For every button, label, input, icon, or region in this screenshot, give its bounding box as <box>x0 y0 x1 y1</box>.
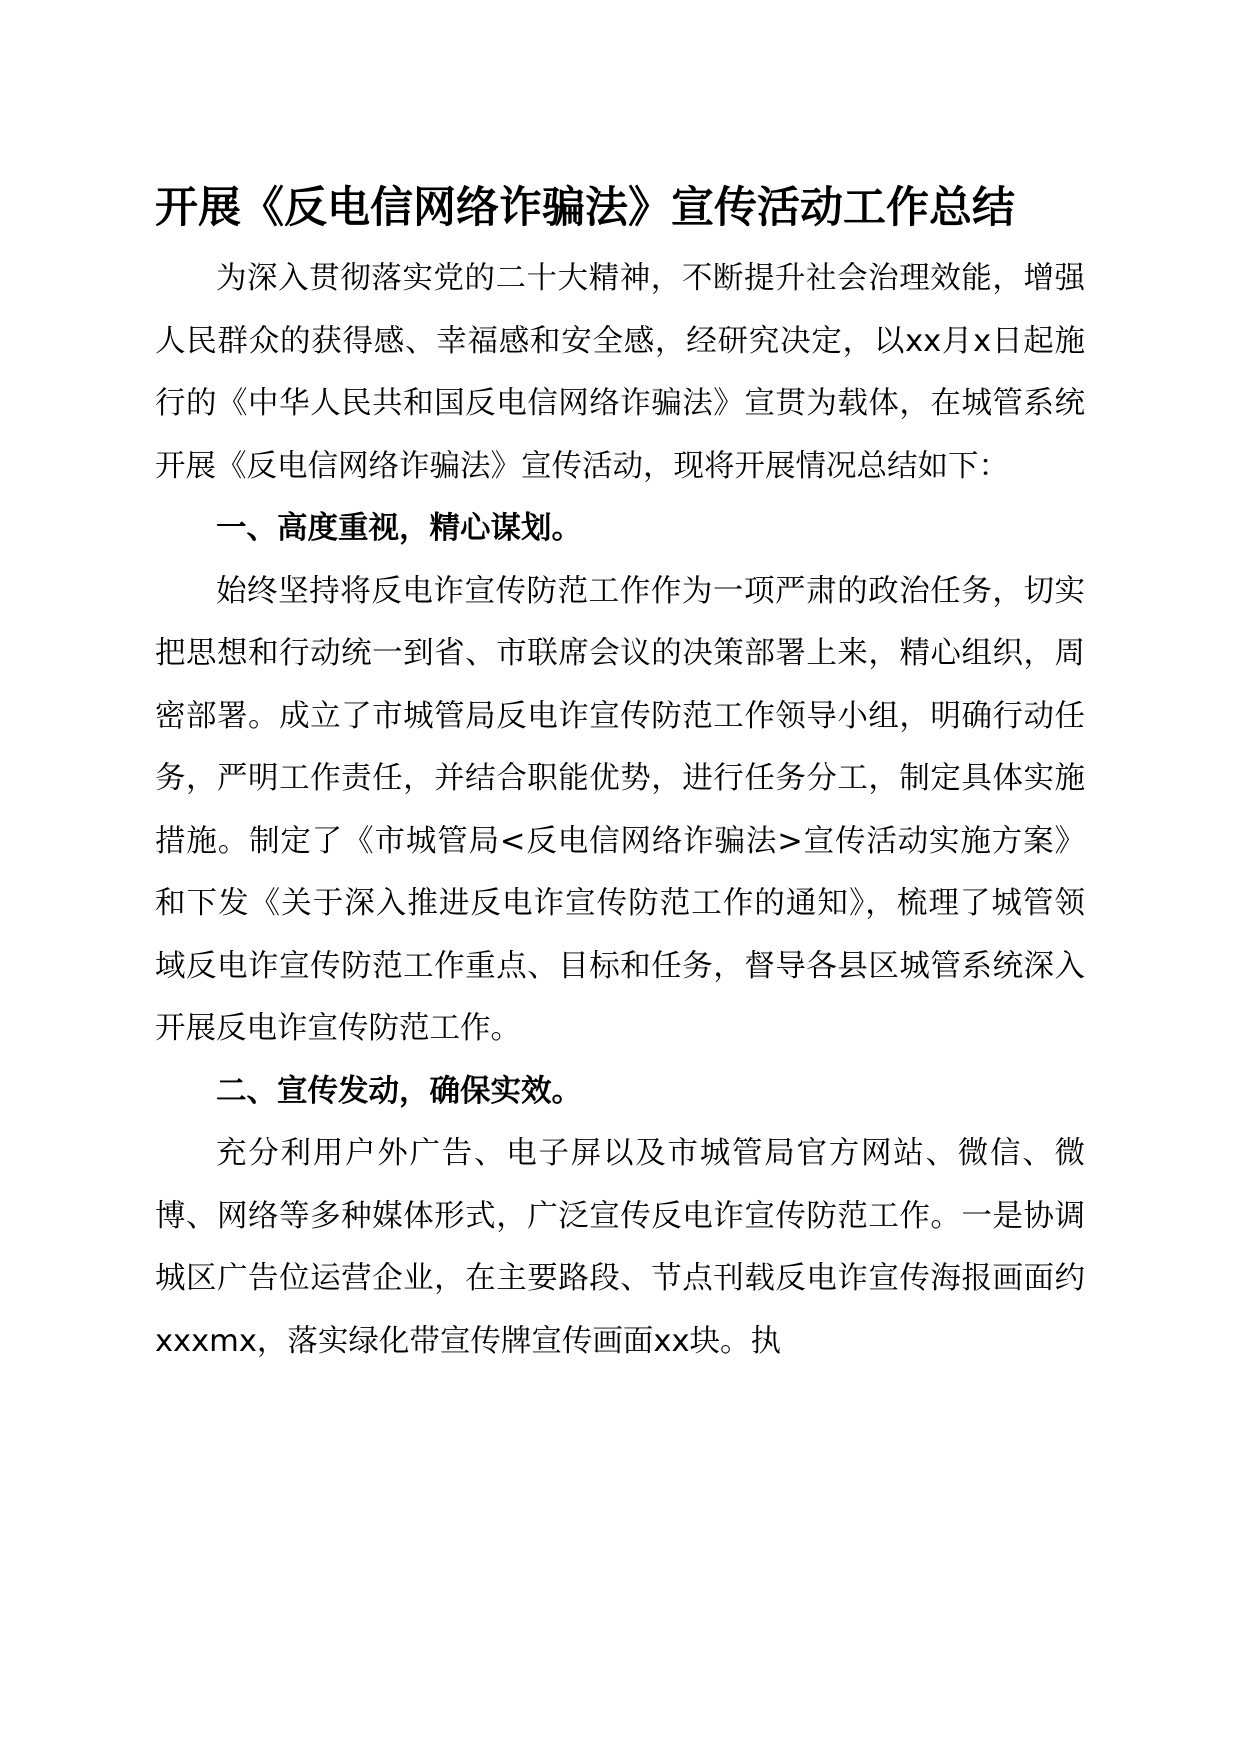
section-1-paragraph: 始终坚持将反电诈宣传防范工作作为一项严肃的政治任务，切实把思想和行动统一到省、市联席会议的决策部署上来，精心组织，周密部署。成立了市城管局反电诈宣传防范工作领导小组，明确行动任务，严明工作责任，并结合职能优势，进行任务分工，制定具体实施措施。制定了《市城管局<反电信网络诈骗法>宣传活动实施方案》和下发《关于深入推进反电诈宣传防范工作的通知》，梳理了城管领域反电诈宣传防范工作重点、目标和任务，督导各县区城管系统深入开展反电诈宣传防范工作。 <box>155 573 1085 1046</box>
section-1-heading: 一、高度重视，精心谋划。 <box>216 511 582 546</box>
document-body <box>155 248 1085 1373</box>
document-title: 开展《反电信网络诈骗法》宣传活动工作总结 <box>155 183 1015 233</box>
intro-paragraph: 为深入贯彻落实党的二十大精神，不断提升社会治理效能，增强人民群众的获得感、幸福感和安全感，经研究决定，以xx月x日起施行的《中华人民共和国反电信网络诈骗法》宣贯为载体，在城管系统开展《反电信网络诈骗法》宣传活动，现将开展情况总结如下： <box>155 261 1085 484</box>
section-2-paragraph: 充分利用户外广告、电子屏以及市城管局官方网站、微信、微博、网络等多种媒体形式，广泛宣传反电诈宣传防范工作。一是协调城区广告位运营企业，在主要路段、节点刊载反电诈宣传海报画面约xxxmx，落实绿化带宣传牌宣传画面xx块。执 <box>155 1136 1085 1359</box>
section-2-heading: 二、宣传发动，确保实效。 <box>216 1073 582 1109</box>
